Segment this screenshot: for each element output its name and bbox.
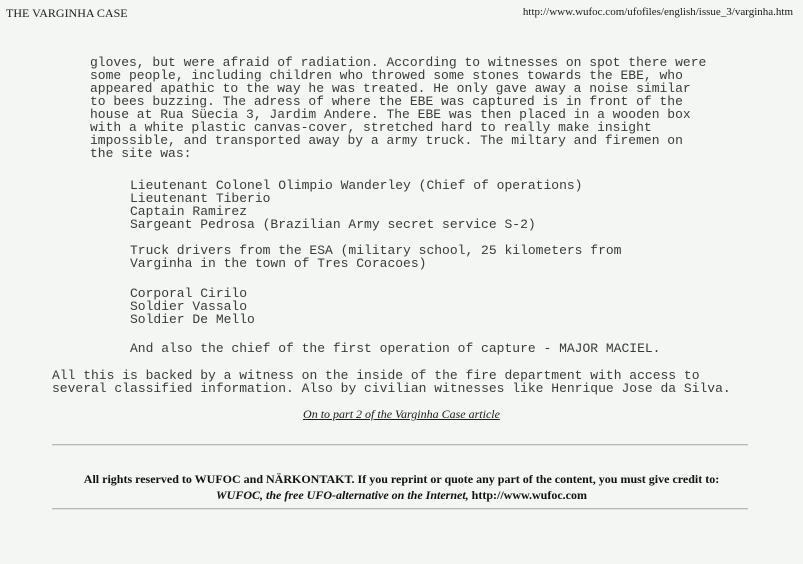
credit-url: http://www.wufoc.com — [471, 488, 587, 502]
divider-bottom — [52, 508, 748, 510]
credit-line — [0, 488, 803, 503]
soldiers-list: Corporal Cirilo Soldier Vassalo Soldier De Mello — [130, 286, 255, 327]
officers-list: Lieutenant Colonel Olimpio Wanderley (Chief of operations) Lieutenant Tiberio Captain Ramirez Sargeant Pedrosa (Brazilian Army secret service S-2) — [130, 178, 583, 232]
divider-top — [52, 444, 748, 446]
next-part-link[interactable]: On to part 2 of the Varginha Case article — [303, 407, 500, 421]
page-header-url: http://www.wufoc.com/ufofiles/english/issue_3/varginha.htm — [522, 6, 793, 18]
chief-text: And also the chief of the first operation of capture - MAJOR MACIEL. — [130, 341, 661, 356]
truck-drivers-text: Truck drivers from the ESA (military school, 25 kilometers from Varginha in the town of Tres Coracoes) — [130, 243, 622, 271]
page-header-title: THE VARGINHA CASE — [6, 6, 128, 20]
rights-notice: All rights reserved to WUFOC and NÄRKONTAKT. If you reprint or quote any part of the content, you must give credit to: — [83, 472, 720, 486]
credit-italic-text: WUFOC, the free UFO-alternative on the Internet, — [216, 488, 469, 502]
article-paragraph-1: gloves, but were afraid of radiation. According to witnesses on spot there were some people, including children who throwed some stones towards the EBE, who appeared apathic to the way he was treated. He only gave away a noise similar to bees buzzing. The adress of where the EBE was captured is in front of the house at Rua Süecia 3, Jardim Andere. The EBE was then placed in a wooden box with a white plastic canvas-cover, stretched hard to really make insight impossible, and transported away by a army truck. The miltary and firemen on the site was: — [90, 55, 707, 161]
article-paragraph-2: All this is backed by a witness on the inside of the fire department with access to several classified information. Also by civilian witnesses like Henrique Jose da Silva. — [52, 368, 731, 396]
